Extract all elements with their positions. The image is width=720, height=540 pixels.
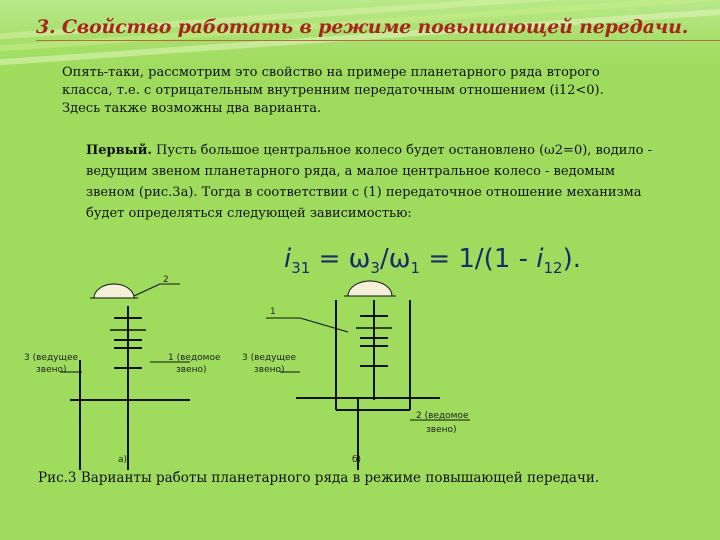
- diagram-a-sublabel: а): [118, 455, 128, 465]
- diagram-a: [60, 284, 190, 470]
- formula-slash: /ω: [379, 244, 411, 274]
- diagram-b-sublabel: б): [352, 455, 362, 465]
- slide-title: 3. Свойство работать в режиме повышающей передачи.: [36, 16, 720, 41]
- diagram-b-right-label-1: 2 (ведомое: [416, 411, 469, 421]
- formula-rhs-end: ).: [562, 244, 582, 274]
- formula-w3-sub: 3: [370, 259, 380, 278]
- planet-gear-b: [348, 281, 392, 296]
- case-text: Пусть большое центральное колесо будет остановлено (ω2=0), водило - ведущим звеном планетарного ряда, а малое центральное колесо - ведомым звеном (рис.3а). Тогда в соответствии с (1) передаточное отношение механизма будет определяться следующей зависимостью:: [86, 143, 652, 221]
- formula-w1-sub: 1: [410, 259, 421, 278]
- diagram-a-left-label-1: 3 (ведущее: [24, 353, 79, 363]
- diagram-a-planet-label: 2: [163, 275, 169, 285]
- intro-paragraph: Опять-таки, рассмотрим это свойство на примере планетарного ряда второго класса, т.е. с отрицательным внутренним передаточным отношением (i12<0). Здесь также возможны два варианта.: [62, 65, 604, 116]
- formula-i2-sub: 12: [543, 259, 563, 278]
- diagram-a-right-label-2: звено): [176, 365, 207, 375]
- diagram-b-left-label-2: звено): [254, 365, 285, 375]
- diagram-a-left-label-2: звено): [36, 365, 67, 375]
- formula-i-sub: 31: [291, 259, 311, 278]
- planet-gear-a: [94, 284, 134, 298]
- case-label: Первый.: [86, 143, 152, 158]
- diagram-b-right-label-2: звено): [426, 425, 457, 435]
- figure-caption: Рис.3 Варианты работы планетарного ряда в режиме повышающей передачи.: [38, 470, 600, 486]
- diagram-b: [266, 281, 470, 470]
- formula-rhs-start: = 1/(1 -: [420, 244, 537, 274]
- diagram-b-planet-label: 1: [270, 307, 276, 317]
- leader-b-1: [300, 318, 348, 332]
- diagram-b-left-label-1: 3 (ведущее: [242, 353, 297, 363]
- leader-a-2: [134, 284, 160, 296]
- formula-eq1: = ω: [310, 244, 371, 274]
- formula-i2: i: [536, 244, 544, 274]
- diagram-a-right-label-1: 1 (ведомое: [168, 353, 221, 363]
- formula-i: i: [284, 244, 292, 274]
